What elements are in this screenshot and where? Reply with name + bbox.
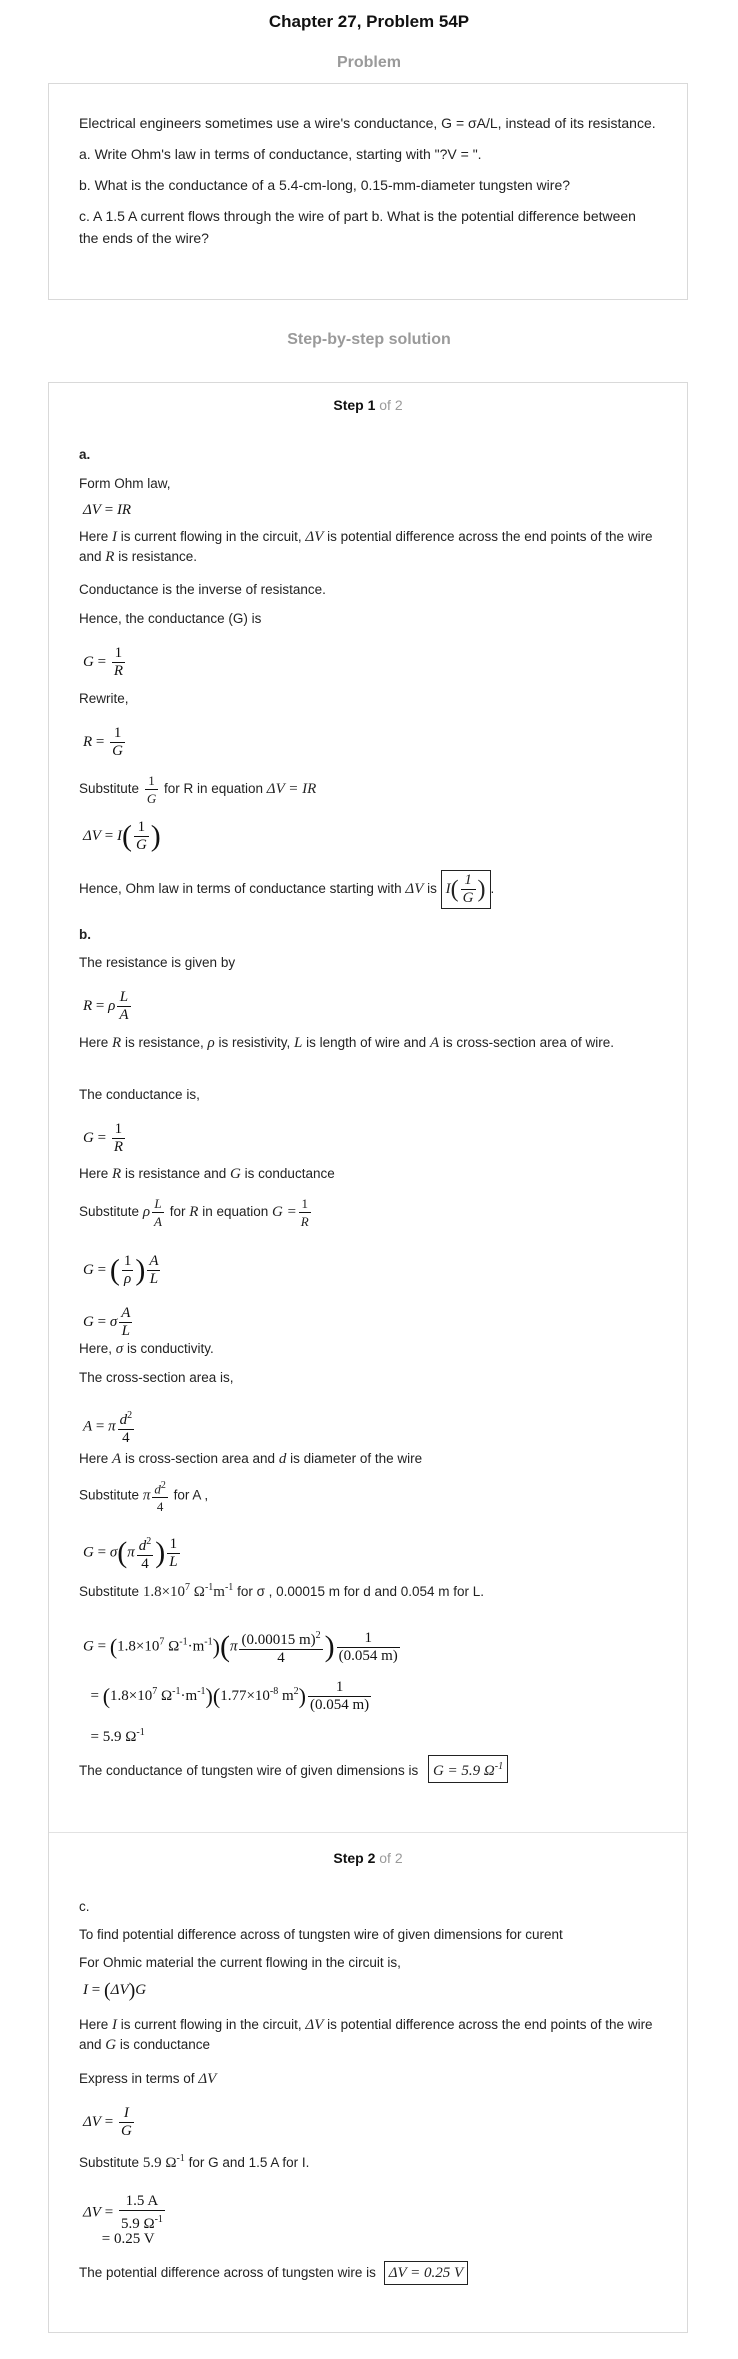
eq-dv-i-g: ΔV = $\frac{I}{G}$: [83, 2105, 132, 2139]
text-ohm-law: Form Ohm law,: [79, 476, 171, 491]
text-resistance-given: The resistance is given by: [79, 955, 236, 970]
part-c-label: c.: [79, 1899, 90, 1914]
eq-r-inverse-g: R = $\frac{1}{G}$: [83, 725, 123, 759]
eq-ohm-conductance: ΔV = I( $\frac{1}{G}$ ): [83, 819, 161, 853]
eq-g-rho: G = ( $\frac{1}{\rho}$ ) $\frac{A}{L}$: [83, 1253, 159, 1287]
eq-g-inverse-r-b: G = $\frac{1}{R}$: [83, 1121, 123, 1155]
solution-heading: Step-by-step solution: [287, 331, 451, 348]
eq-g-numeric-2: = ($1.8\times 10^7$ $\Omega^{-1}\cdot m^{-1})(1.77\times 10^{-8}$ $m^2$) $\frac{1}{(0.054 m)}$: [83, 1679, 370, 1713]
text-substitute-c: Substitute π $\frac{d^2}{4}$ for A ,: [79, 1477, 667, 1515]
step-2-label: Step 2: [333, 1850, 376, 1866]
solution-box: [48, 382, 688, 2333]
text-cross-section: The cross-section area is,: [79, 1370, 234, 1385]
step-2-count: of 2: [379, 1850, 403, 1866]
eq-g-numeric-3: = 5.9 $\Omega^{-1}$: [83, 1727, 145, 1745]
answer-c: ΔV = 0.25 V: [384, 2261, 468, 2285]
step-1-label: Step 1: [333, 397, 376, 413]
eq-ohm-law: ΔV = IR: [83, 502, 132, 518]
text-result-a: Hence, Ohm law in terms of conductance starting with ΔV is I( $\frac{1}{G}$ ) .: [79, 870, 667, 909]
text-substitute-a: Substitute $\frac{1}{G}$ for R in equation ΔV = IR: [79, 773, 317, 806]
problem-part-a: a. Write Ohm's law in terms of conductance, starting with "?V = ".: [79, 146, 482, 162]
eq-g-inverse-r: G = $\frac{1}{R}$: [83, 645, 123, 679]
text-definitions-b: Here R is resistance, ρ is resistivity, L is length of wire and A is cross-section area of wire.: [79, 1035, 614, 1051]
text-definitions-d: Here A is cross-section area and d is diameter of the wire: [79, 1451, 423, 1467]
text-conductivity: Here, σ is conductivity.: [79, 1341, 214, 1357]
eq-dv-result: = 0.25 V: [83, 2231, 155, 2247]
text-definitions-c: Here R is resistance and G is conductance: [79, 1166, 335, 1182]
text-inverse: Conductance is the inverse of resistance.: [79, 582, 326, 597]
eq-r-rho: R = ρ $\frac{L}{A}$: [83, 989, 129, 1023]
problem-heading: Problem: [336, 54, 401, 71]
problem-part-c: c. A 1.5 A current flows through the wire of part b. What is the potential difference between the ends of the wire?: [79, 208, 636, 246]
eq-i-conductance: I = (ΔV)G: [83, 1979, 147, 2002]
step-divider: [49, 1832, 687, 1833]
text-substitute-d: Substitute 5.9 $\Omega^{-1}$ for G and 1.5 A for I.: [79, 2153, 310, 2171]
eq-g-full: G = σ(π $\frac{d^2}{4}$ ) $\frac{1}{L}$: [83, 1533, 182, 1573]
eq-area: A = π $\frac{d^2}{4}$: [83, 1407, 136, 1447]
answer-b: G = 5.9 $\Omega^{-1}$: [428, 1755, 508, 1783]
part-a-label: a.: [79, 447, 91, 462]
step-1-count: of 2: [379, 397, 403, 413]
text-conductance-is-b: The conductance is,: [79, 1087, 200, 1102]
step-1-header: [49, 397, 687, 413]
step-2-header: [49, 1850, 687, 1866]
text-result-c: The potential difference across of tungsten wire is ΔV = 0.25 V: [79, 2261, 667, 2285]
eq-g-sigma: G = σ $\frac{A}{L}$: [83, 1305, 131, 1339]
text-substitute-b: Substitute ρ $\frac{L}{A}$ for R in equation G = $\frac{1}{R}$: [79, 1196, 309, 1229]
text-find-pd: To find potential difference across of tungsten wire of given dimensions for curent: [79, 1927, 563, 1942]
text-result-b: The conductance of tungsten wire of given dimensions is G = 5.9 $\Omega^{-1}$: [79, 1755, 667, 1783]
problem-intro: Electrical engineers sometimes use a wire's conductance, G = σA/L, instead of its resistance.: [79, 115, 656, 131]
text-definitions-e: Here I is current flowing in the circuit, ΔV is potential difference across the end points of the wire and G is conductance: [79, 2017, 653, 2053]
page-title: Chapter 27, Problem 54P: [268, 12, 470, 31]
problem-part-b: b. What is the conductance of a 5.4-cm-long, 0.15-mm-diameter tungsten wire?: [79, 177, 571, 193]
part-b-label: b.: [79, 927, 91, 942]
text-substitute-values: Substitute $1.8\times 10^7$ $\Omega^{-1}m^{-1}$ for σ , 0.00015 m for d and 0.054 m for L.: [79, 1582, 485, 1600]
eq-g-numeric-1: $G = (1.8\times 10^7$ $\Omega^{-1}\cdot m^{-1})(\pi$ $\frac{(0.00015 m)^2}{4}$ ) $\frac{1}{(0.054 m)}$: [83, 1627, 402, 1667]
eq-dv-numeric: ΔV = $\frac{1.5 A}{5.9 \Omega^{-1}}$: [83, 2193, 163, 2232]
text-rewrite: Rewrite,: [79, 691, 129, 706]
text-ohmic: For Ohmic material the current flowing in the circuit is,: [79, 1955, 401, 1970]
text-conductance-is: Hence, the conductance (G) is: [79, 611, 262, 626]
problem-box: [48, 83, 688, 300]
text-definitions-a: Here I is current flowing in the circuit, ΔV is potential difference across the end points of the wire and R is resistance.: [79, 529, 653, 565]
answer-a: I( $\frac{1}{G}$ ): [441, 870, 491, 909]
text-express: Express in terms of ΔV: [79, 2071, 217, 2087]
